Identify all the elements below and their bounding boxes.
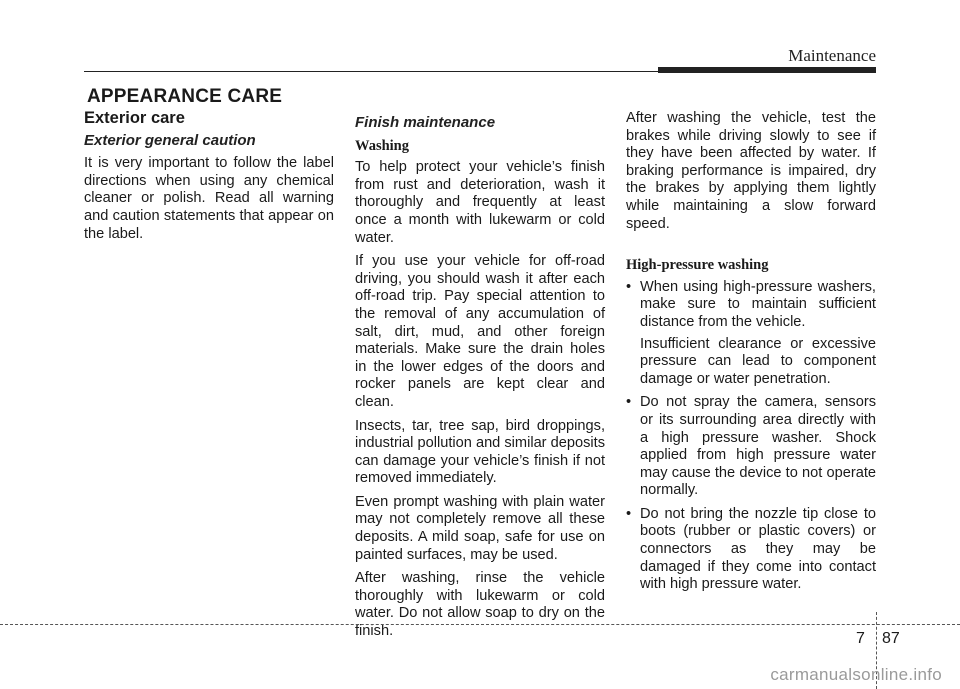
paragraph-brake-test: After washing the vehicle, test the brakes while driving slowly to see if they have been affected by water. If braking performance is impaired, dry the brakes by applying them lightly while maintaining a slow forward speed. [626,110,876,232]
column-1 [84,110,334,249]
list-item [626,394,876,500]
chapter-title: Maintenance [788,46,876,65]
list-item-text: When using high-pressure washers, make sure to maintain sufficient distance from the vehicle. [640,278,876,330]
watermark: carmanualsonline.info [770,665,942,684]
list-item-text: Do not spray the camera, sensors or its surrounding area directly with a high pressure washer. Shock applied from high pressure water may cause the device to not operate normally. [640,394,876,499]
footer-rule [0,624,960,625]
section-title: APPEARANCE CARE [87,86,283,107]
column-3 [626,110,876,600]
header-rule-thick [658,67,876,73]
paragraph-washing-3: Insects, tar, tree sap, bird droppings, industrial pollution and similar deposits can damage your vehicle’s finish if not removed immediately. [355,417,605,487]
heading-high-pressure-washing: High-pressure washing [626,257,769,274]
list-item [626,279,876,389]
paragraph-general-caution: It is very important to follow the label directions when using any chemical cleaner or polish. Read all warning and caution statements that appear on the label. [84,155,334,242]
high-pressure-list [626,279,876,594]
heading-washing: Washing [355,137,409,154]
paragraph-washing-2: If you use your vehicle for off-road driving, you should wash it after each off-road trip. Pay special attention to the removal of any accumulation of salt, dirt, mud, and other foreign materials. Make sure the drain holes in the lower edges of the doors and rocker panels are kept clear and clean. [355,253,605,410]
subheading-general-caution: Exterior general caution [84,131,256,149]
bullet-icon: • [626,394,632,411]
footer-chapter-number: 7 [856,630,865,647]
column-2 [355,110,605,647]
subheading-finish-maintenance: Finish maintenance [355,114,496,131]
bullet-icon: • [626,278,632,295]
footer-page-number: 87 [882,630,900,647]
list-item-subtext: Insufficient clearance or excessive pressure can lead to component damage or water penetration. [640,335,876,387]
paragraph-washing-1: To help protect your vehicle’s finish from rust and deterioration, wash it thoroughly and frequently at least once a month with lukewarm or cold water. [355,159,605,246]
heading-exterior-care: Exterior care [84,109,185,127]
list-item-text: Do not bring the nozzle tip close to boots (rubber or plastic covers) or connectors as they may be damaged if they come into contact with high pressure water. [640,505,876,593]
list-item [626,506,876,594]
paragraph-washing-5: After washing, rinse the vehicle thoroughly with lukewarm or cold water. Do not allow soap to dry on the finish. [355,570,605,640]
paragraph-washing-4: Even prompt washing with plain water may not completely remove all these deposits. A mild soap, safe for use on painted surfaces, may be used. [355,493,605,563]
spacer [626,239,876,253]
bullet-icon: • [626,505,632,522]
